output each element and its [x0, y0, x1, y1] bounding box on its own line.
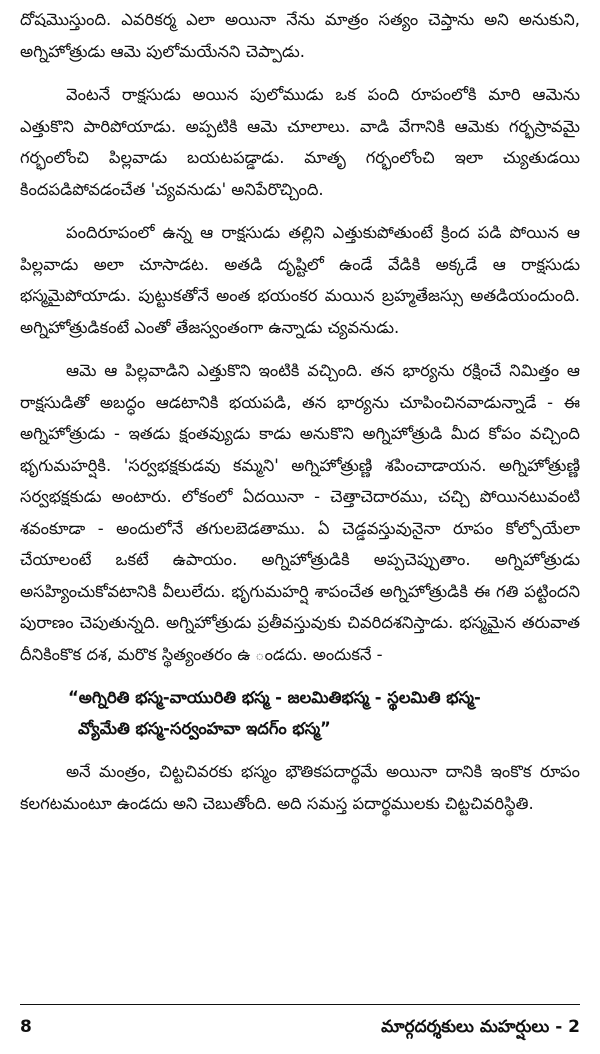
paragraph-2: వెంటనే రాక్షసుడు అయిన పులోముడు ఒక పంది రూపంలోకి మారి ఆమెను ఎత్తుకొని పారిపోయాడు. అప్పటికి ఆమె చూలాలు. వాడి వేగానికి ఆమెకు గర్భస్రావమై గర్భంలోంచి పిల్లవాడు బయటపడ్డాడు. మాతృ గర్భంలోంచి ఇలా చ్యుతుడయి కిందపడిపోవడంచేత 'చ్యవనుడు' అనిపేరొచ్చింది. — [20, 85, 580, 199]
paragraph-closing: అనే మంత్రం, చిట్టచివరకు భస్మం భౌతికపదార్థమే అయినా దానికి ఇంకొక రూపం కలగటమంటూ ఉండదు అని చెబుతోంది. అది సమస్త పదార్థములకు చిట్టచివరిస్థితి. — [20, 762, 580, 813]
page-footer — [20, 1004, 580, 1041]
page-number: 8 — [20, 1017, 32, 1037]
mantra-verse — [20, 682, 580, 744]
paragraph-1: దోషమొస్తుంది. ఎవరికర్మ ఎలా అయినా నేను మాత్రం సత్యం చెప్తాను అని అనుకుని, అగ్నిహోత్రుడు ఆమె పులోమయేనని చెప్పాడు. — [20, 10, 580, 61]
verse-line-1: “అగ్నిరితి భస్మ-వాయురితి భస్మ - జలమితిభస్మ - స్థలమితి భస్మ- — [68, 688, 481, 707]
verse-line-2: వ్యోమేతి భస్మ-సర్వంహవా ఇదగ్ం భస్మ” — [78, 719, 331, 738]
paragraph-4: ఆమె ఆ పిల్లవాడిని ఎత్తుకొని ఇంటికి వచ్చింది. తన భార్యను రక్షించే నిమిత్తం ఆ రాక్షసుడితో అబద్ధం ఆడటానికి భయపడి, తన భార్యను చూపించినవాడున్నాడే - ఈ అగ్నిహోత్రుడు - ఇతడు క్షంతవ్యుడు కాడు అనుకొని అగ్నిహోత్రుడి మీద కోపం వచ్చింది భృగుమహర్షికి. 'సర్వభక్షకుడవు కమ్మని' అగ్నిహోత్రుణ్ణి శపించాడాయన. అగ్నిహోత్రుణ్ణి సర్వభక్షకుడు అంటారు. లోకంలో ఏదయినా - చెత్తాచెదారము, చచ్చి పోయినటువంటి శవంకూడా - అందులోనే తగులబెడతాము. ఏ చెడ్డవస్తువునైనా రూపం కోల్పోయేలా చేయాలంటే ఒకటే ఉపాయం. అగ్నిహోత్రుడికి అప్పచెప్పుతాం. అగ్నిహోత్రుడు అసహ్యించుకోవటానికి వీలులేదు. భృగుమహర్షి శాపంచేత అగ్నిహోత్రుడికి ఈ గతి పట్టిందని పురాణం చెపుతున్నది. అగ్నిహోత్రుడు ప్రతీవస్తువుకు చివరిదశనిస్తాడు. భస్మమైన తరువాత దీనికింకొక దశ, మరొక స్థిత్యంతరం ఉ ండదు. అందుకనే - — [20, 361, 580, 664]
book-title: మార్గదర్శకులు మహర్షులు - 2 — [381, 1017, 580, 1037]
paragraph-3: పందిరూపంలో ఉన్న ఆ రాక్షసుడు తల్లిని ఎత్తుకుపోతుంటే క్రింద పడి పోయిన ఆ పిల్లవాడు అలా చూసాడట. అతడి దృష్టిలో ఉండే వేడికి అక్కడే ఆ రాక్షసుడు భస్మమైపోయాడు. పుట్టుకతోనే అంత భయంకర మయిన బ్రహ్మతేజస్సు అతడియందుంది. అగ్నిహోత్రుడికంటే ఎంతో తేజస్వంతంగా ఉన్నాడు చ్యవనుడు. — [20, 223, 580, 337]
